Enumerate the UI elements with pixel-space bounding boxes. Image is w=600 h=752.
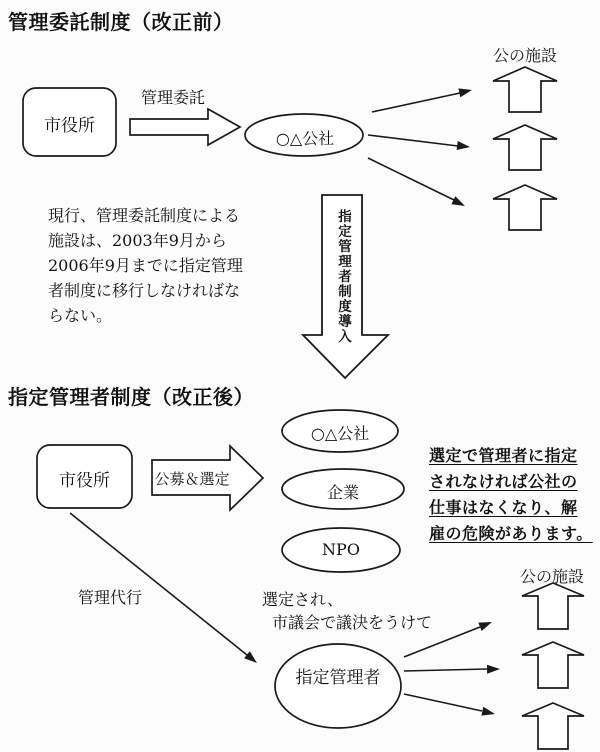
city-hall-label-before: 市役所 [44,116,95,136]
facilities-label-top: 公の施設 [493,46,558,65]
fan-arrow-bottom-2 [404,665,500,674]
fan-arrow-top-2 [368,135,470,150]
consign-block-arrow [130,109,240,145]
fan-arrow-top-1 [372,88,472,112]
note-line-1: 現行、管理委託制度による [48,206,241,225]
company-label-before: ○△公社 [275,129,335,148]
agency-label: 管理代行 [78,588,143,607]
warning-line-4: 雇の危険があります。 [429,524,593,543]
transition-arrow-label: 指定管理者制度導入 [335,209,351,344]
facility-arrow-top-3 [493,185,557,230]
note-line-2: 施設は、2003年9月から [48,231,227,250]
candidate-label-kigyo: 企業 [326,483,359,502]
warning-line-2: されなければ公社の [429,472,578,491]
facility-arrow-bottom-3 [522,703,584,749]
candidate-label-kosha: ○△公社 [310,424,370,443]
note-line-5: らない。 [48,306,113,325]
note-line-4: 者制度に移行しなければな [48,281,241,300]
facility-arrow-bottom-1 [522,583,584,629]
selection-line-2: 市議会で議決をうけて [272,613,433,632]
fan-arrow-bottom-3 [404,694,495,716]
facilities-label-bottom: 公の施設 [520,567,585,586]
city-hall-label-after: 市役所 [59,471,110,491]
note-line-3: 2006年9月までに指定管理 [48,256,243,275]
fan-arrow-top-3 [368,158,465,206]
dismissal-warning [429,443,593,547]
warning-line-1: 選定で管理者に指定 [429,446,578,465]
warning-line-3: 仕事はなくなり、解 [429,498,578,517]
manager-label: 指定管理者 [295,668,381,688]
recruit-arrow-label: 公募＆選定 [154,470,230,488]
facility-arrow-top-1 [493,67,557,112]
transition-note [48,203,243,328]
section-title-after: 指定管理者制度（改正後） [8,385,254,409]
facility-arrow-bottom-2 [522,642,584,688]
section-title-before: 管理委託制度（改正前） [8,10,234,34]
selection-line-1: 選定され、 [262,590,343,609]
consign-arrow-label: 管理委託 [141,88,206,107]
candidate-label-npo: NPO [322,540,360,559]
facility-arrow-top-2 [493,125,557,170]
